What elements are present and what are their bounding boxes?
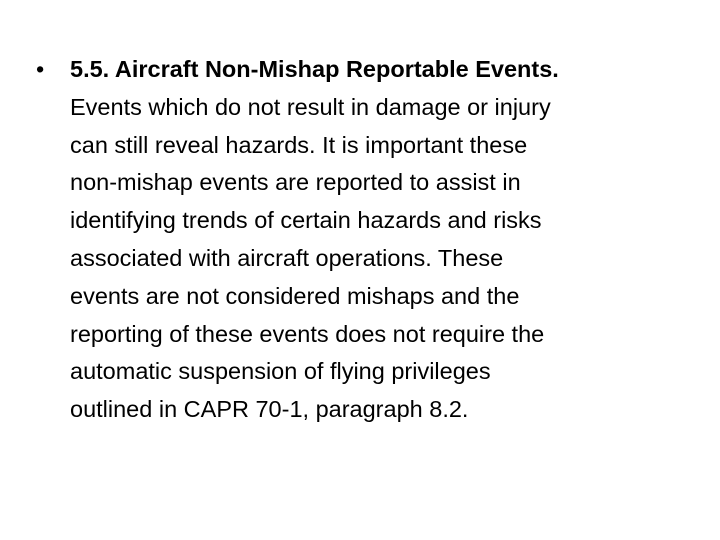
body-line: events are not considered mishaps and the (70, 282, 520, 309)
body-line: reporting of these events does not require the (70, 320, 545, 347)
body-line: non-mishap events are reported to assist in (70, 169, 521, 196)
bullet-icon: • (36, 56, 45, 82)
body-line: automatic suspension of flying privileges (70, 358, 491, 385)
body-line: associated with aircraft operations. These (70, 244, 504, 271)
body-line: outlined in CAPR 70-1, paragraph 8.2. (70, 396, 469, 423)
slide-content (36, 51, 686, 429)
section-heading: 5.5. Aircraft Non-Mishap Reportable Events. (70, 56, 559, 82)
body-line: identifying trends of certain hazards and risks (70, 207, 542, 234)
bullet-item (36, 51, 686, 429)
body-line: Events which do not result in damage or injury (70, 93, 551, 120)
body-line: can still reveal hazards. It is important these (70, 131, 528, 158)
